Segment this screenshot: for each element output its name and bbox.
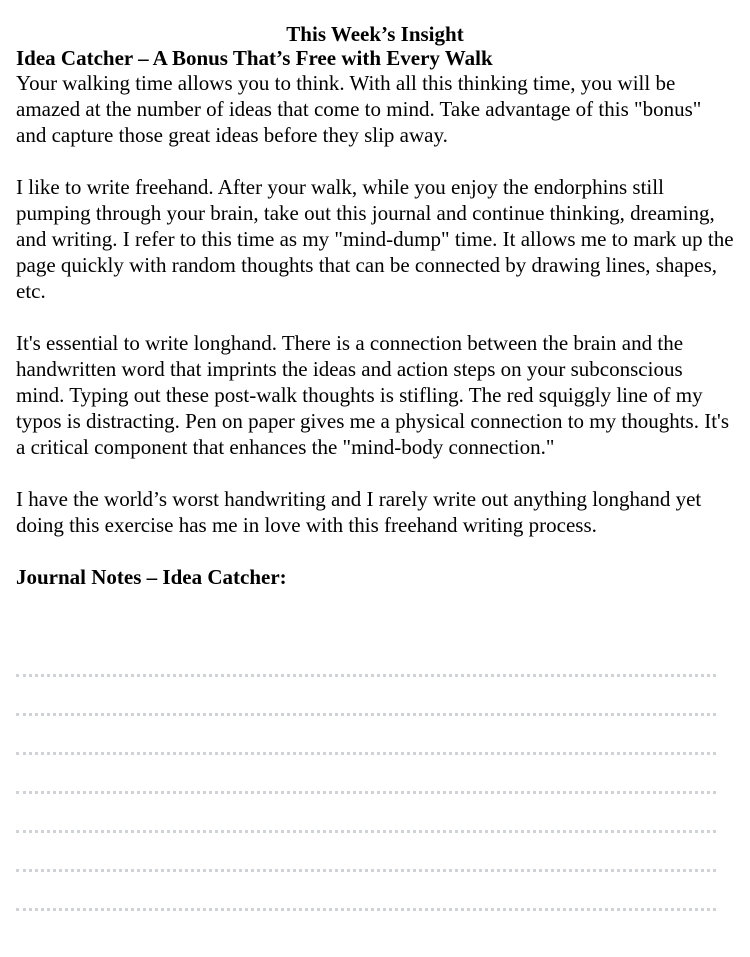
paragraph-write-freehand: I like to write freehand. After your walk, while you enjoy the endorphins still pumping through your brain, take out this journal and continue thinking, dreaming, and writing. I refer to this time as my "mind-dump" time. It allows me to mark up the page quickly with random thoughts that can be connected by drawing lines, shapes, etc. [16,175,734,303]
writing-line[interactable] [16,791,716,830]
writing-line[interactable] [16,830,716,869]
writing-line[interactable] [16,908,716,947]
paragraph-thinking-time: Your walking time allows you to think. With all this thinking time, you will be amazed at the number of ideas that come to mind. Take advantage of this "bonus" and capture those great ideas before they slip away. [16,71,702,147]
writing-line[interactable] [16,713,716,752]
section-subtitle: Idea Catcher – A Bonus That’s Free with Every Walk [16,46,493,70]
writing-line[interactable] [16,752,716,791]
journal-notes-heading: Journal Notes – Idea Catcher: [16,565,287,589]
page-title: This Week’s Insight [286,22,464,46]
paragraph-write-longhand: It's essential to write longhand. There is a connection between the brain and the handwritten word that imprints the ideas and action steps on your subconscious mind. Typing out these post-walk thoughts is stifling. The red squiggly line of my typos is distracting. Pen on paper gives me a physical connection to my thoughts. It's a critical component that enhances the "mind-body connection." [16,331,730,459]
writing-line[interactable] [16,674,716,713]
writing-line[interactable] [16,869,716,908]
journal-writing-lines[interactable] [16,674,716,947]
paragraph-handwriting: I have the world’s worst handwriting and I rarely write out anything longhand yet doing this exercise has me in love with this freehand writing process. [16,487,702,537]
journal-page [16,22,734,590]
